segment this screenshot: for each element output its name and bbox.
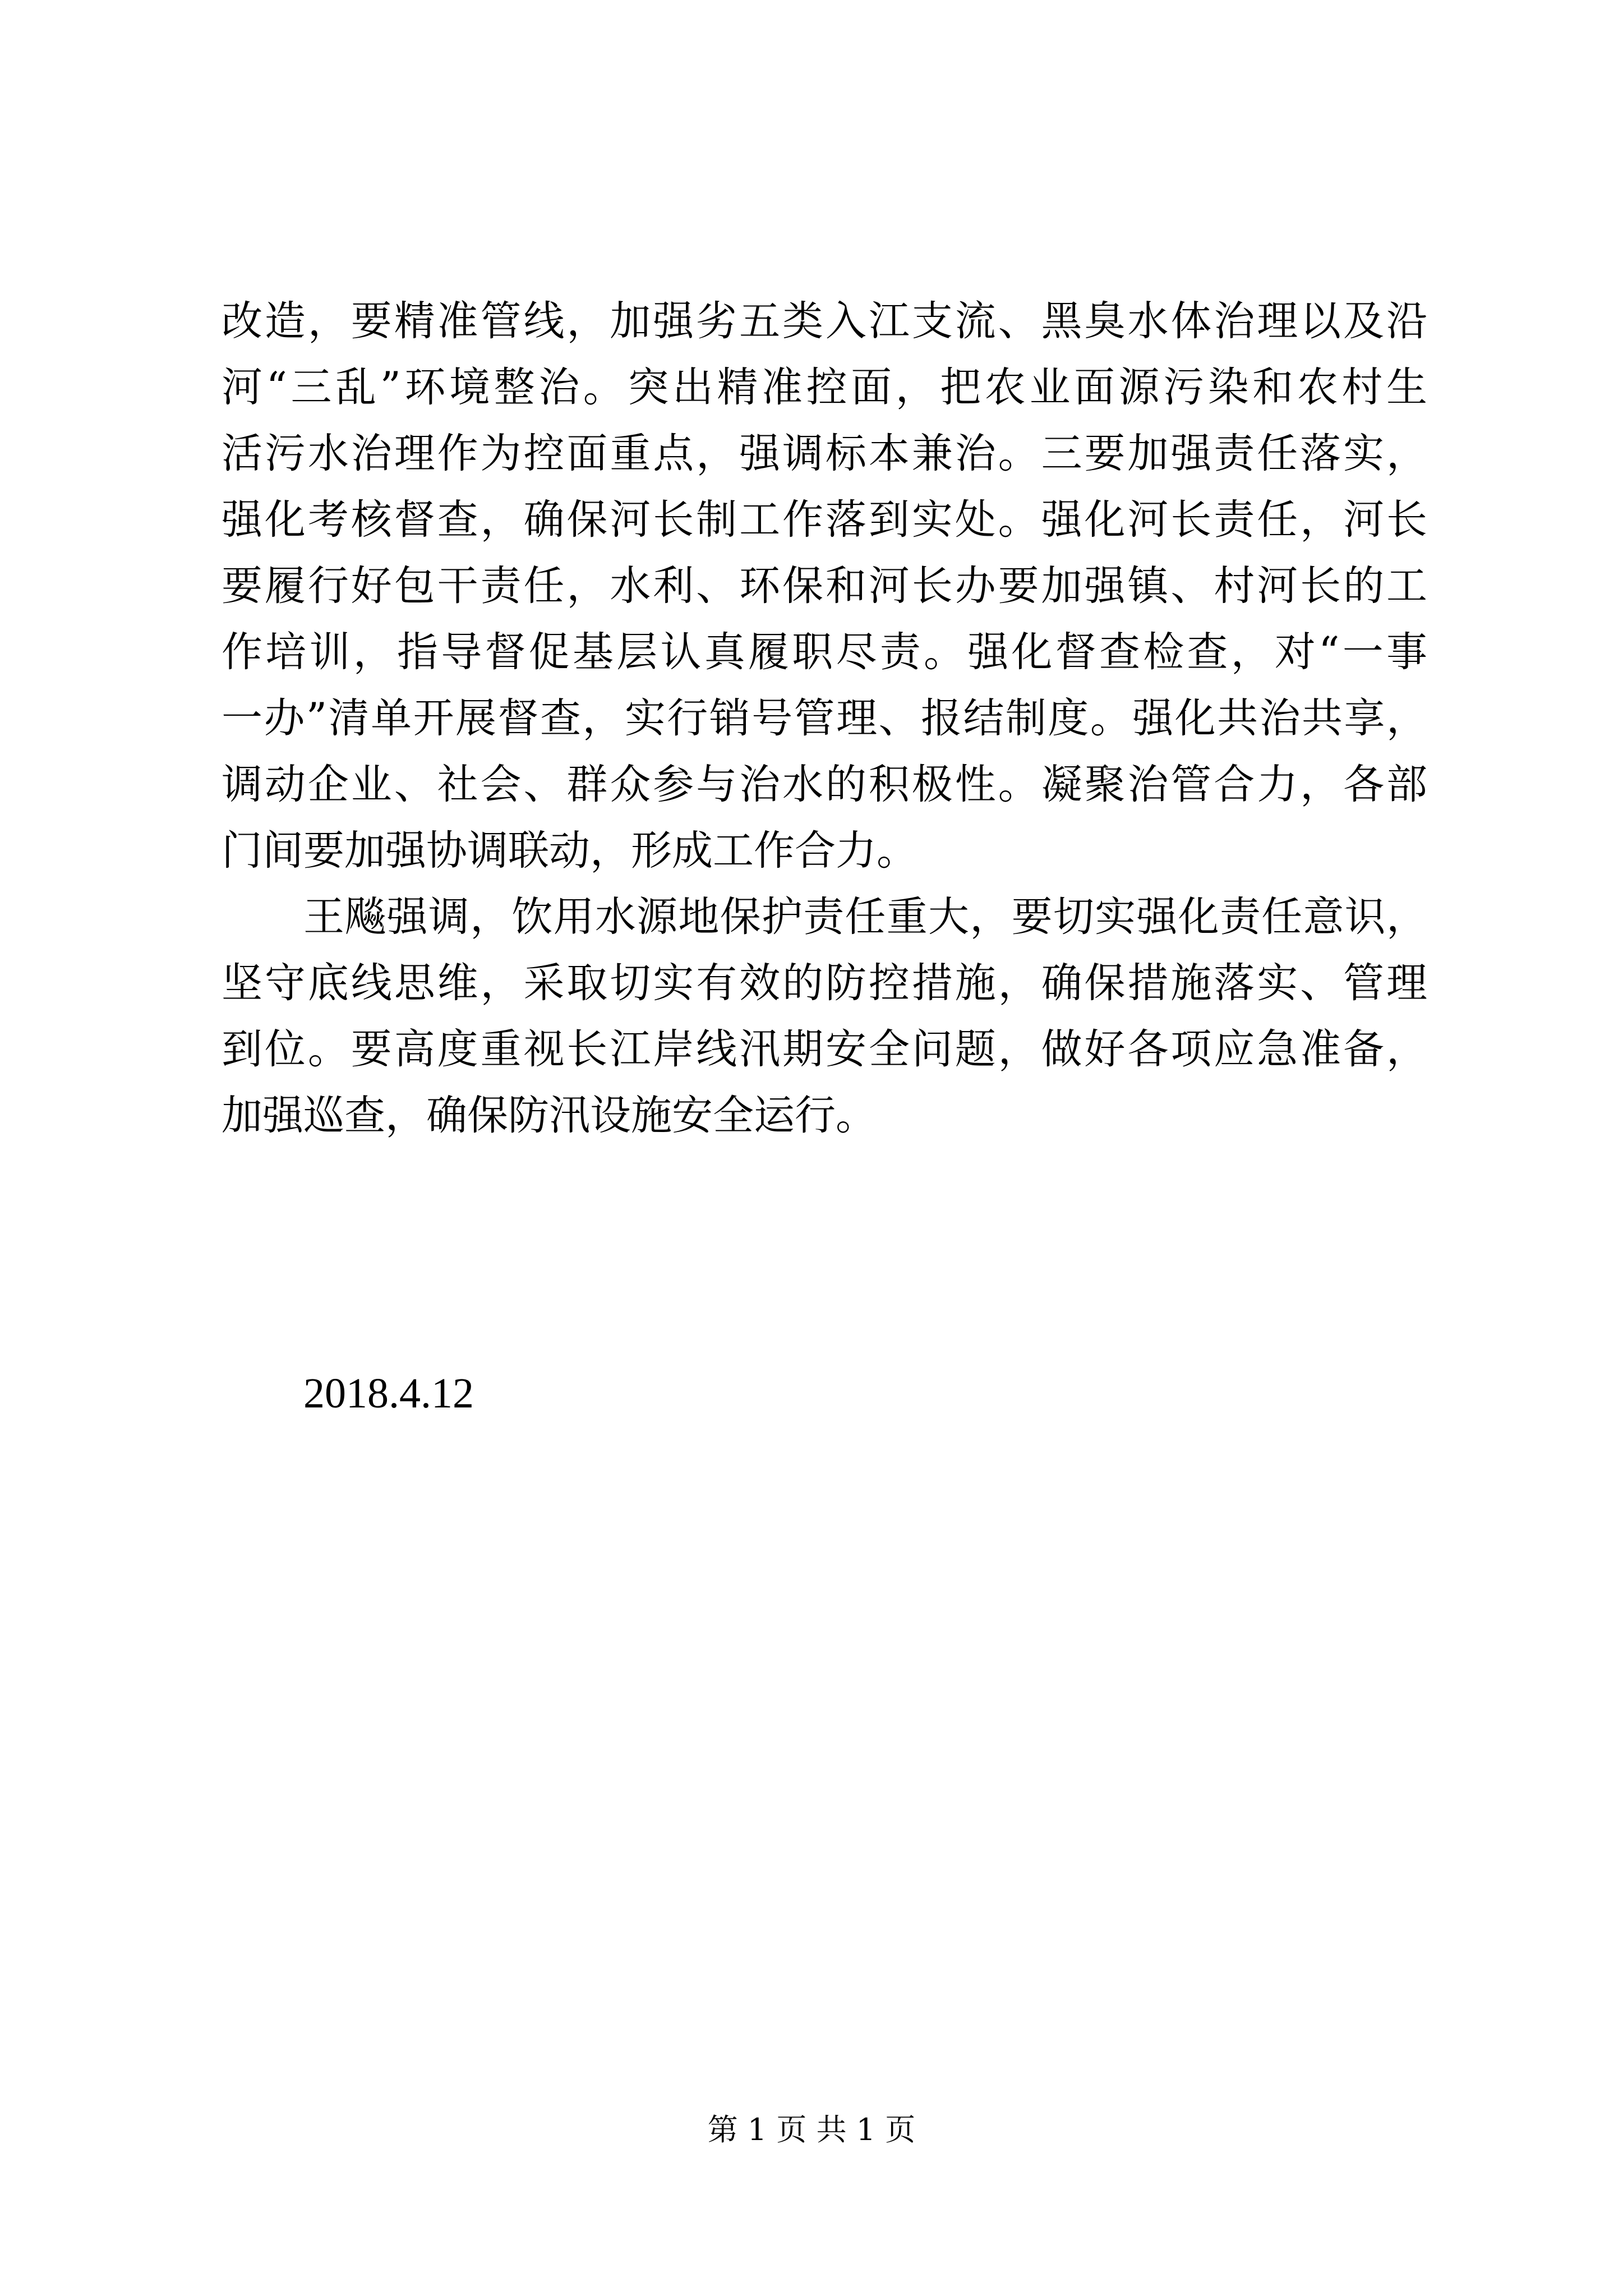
page-footer: 第 1 页 共 1 页 (707, 2112, 916, 2147)
paragraph-line: 王飚强调，饮用水源地保护责任重大，要切实强化责任意识， (303, 893, 1427, 941)
paragraph-2 (222, 884, 1427, 1149)
paragraph-line: 门间要加强协调联动，形成工作合力。 (222, 827, 917, 875)
paragraph-line: 河“三乱”环境整治。突出精准控面，把农业面源污染和农村生 (222, 364, 1427, 411)
paragraph-line: 到位。要高度重视长江岸线汛期安全问题，做好各项应急准备， (222, 1025, 1427, 1073)
paragraph-line: 活污水治理作为控面重点，强调标本兼治。三要加强责任落实， (222, 430, 1427, 477)
paragraph-line: 坚守底线思维，采取切实有效的防控措施，确保措施落实、管理 (222, 959, 1427, 1007)
paragraph-line: 要履行好包干责任，水利、环保和河长办要加强镇、村河长的工 (222, 562, 1427, 610)
paragraph-line: 改造，要精准管线，加强劣五类入江支流、黑臭水体治理以及沿 (222, 297, 1427, 345)
paragraph-line: 作培训，指导督促基层认真履职尽责。强化督查检查，对“一事 (222, 628, 1427, 676)
paragraph-1 (222, 288, 1427, 884)
paragraph-line: 加强巡查，确保防汛设施安全运行。 (222, 1092, 877, 1139)
document-date: 2018.4.12 (303, 1370, 474, 1417)
document-body (222, 288, 1427, 1149)
paragraph-line: 一办”清单开展督查，实行销号管理、报结制度。强化共治共享， (222, 694, 1427, 742)
paragraph-line: 调动企业、社会、群众参与治水的积极性。凝聚治管合力，各部 (222, 761, 1427, 808)
paragraph-line: 强化考核督查，确保河长制工作落到实处。强化河长责任，河长 (222, 496, 1427, 544)
